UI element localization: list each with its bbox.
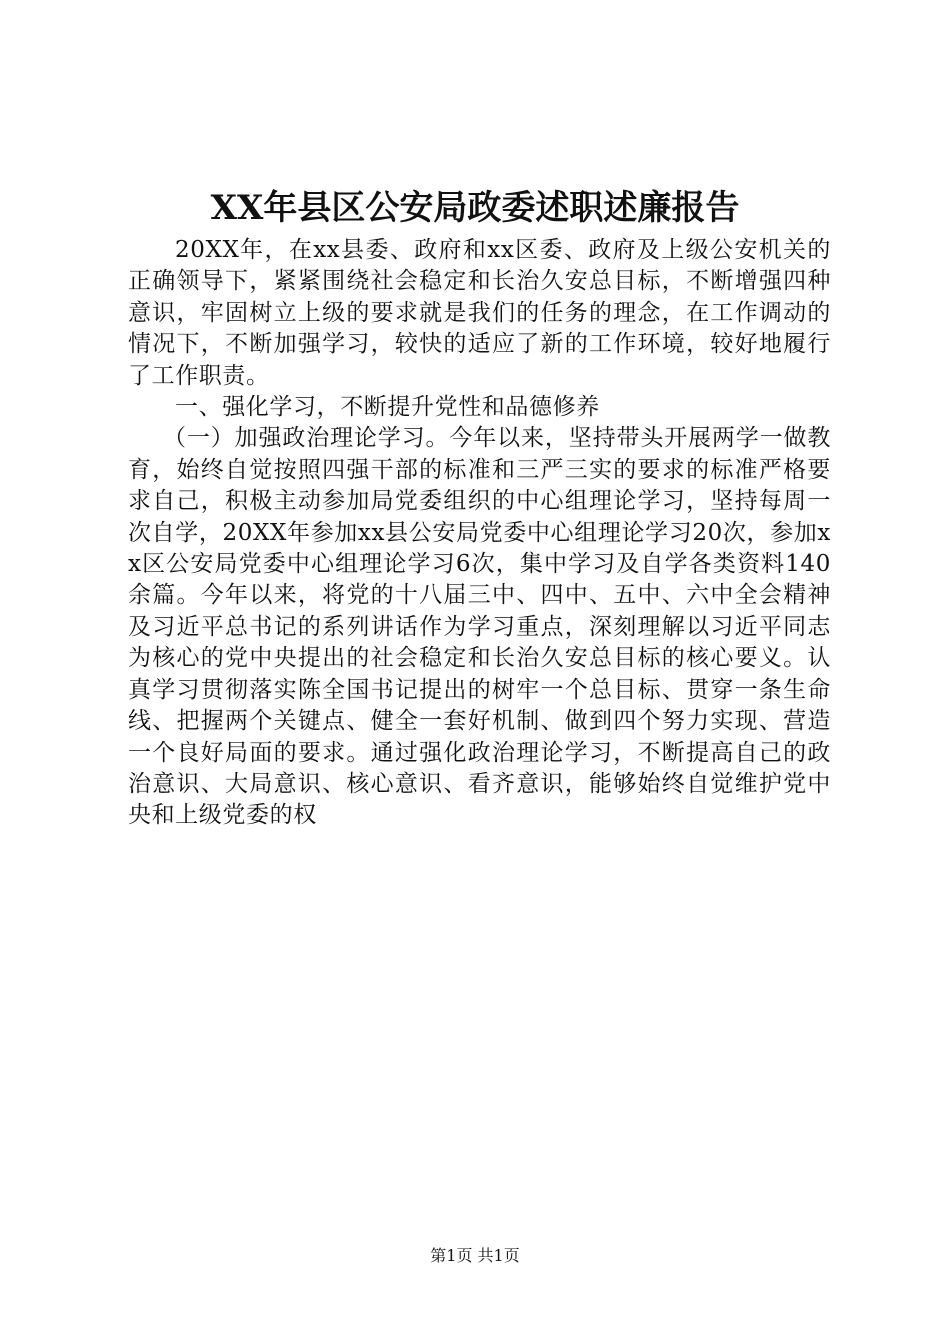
document-title: XX年县区公安局政委述职述廉报告 [210,188,740,228]
document-body [128,235,831,832]
paragraph-intro: 20XX年，在xx县委、政府和xx区委、政府及上级公安机关的正确领导下，紧紧围绕社会稳定和长治久安总目标，不断增强四种意识，牢固树立上级的要求就是我们的任务的理念，在工作调动的情况下，不断加强学习，较快的适应了新的工作环境，较好地履行了工作职责。 [128,237,831,389]
paragraph-political-study: （一）加强政治理论学习。今年以来，坚持带头开展两学一做教育，始终自觉按照四强干部的标准和三严三实的要求的标准严格要求自己，积极主动参加局党委组织的中心组理论学习，坚持每周一次自学，20XX年参加xx县公安局党委中心组理论学习20次，参加xx区公安局党委中心组理论学习6次，集中学习及自学各类资料140余篇。今年以来，将党的十八届三中、四中、五中、六中全会精神及习近平总书记的系列讲话作为学习重点，深刻理解以习近平同志为核心的党中央提出的社会稳定和长治久安总目标的核心要义。认真学习贯彻落实陈全国书记提出的树牢一个总目标、贯穿一条生命线、把握两个关键点、健全一套好机制、做到四个努力实现、营造一个良好局面的要求。通过强化政治理论学习，不断提高自己的政治意识、大局意识、核心意识、看齐意识，能够始终自觉维护党中央和上级党委的权 [128,425,831,829]
page-number-footer: 第1页 共1页 [430,1246,520,1265]
section-heading-1: 一、强化学习，不断提升党性和品德修养 [175,394,600,421]
